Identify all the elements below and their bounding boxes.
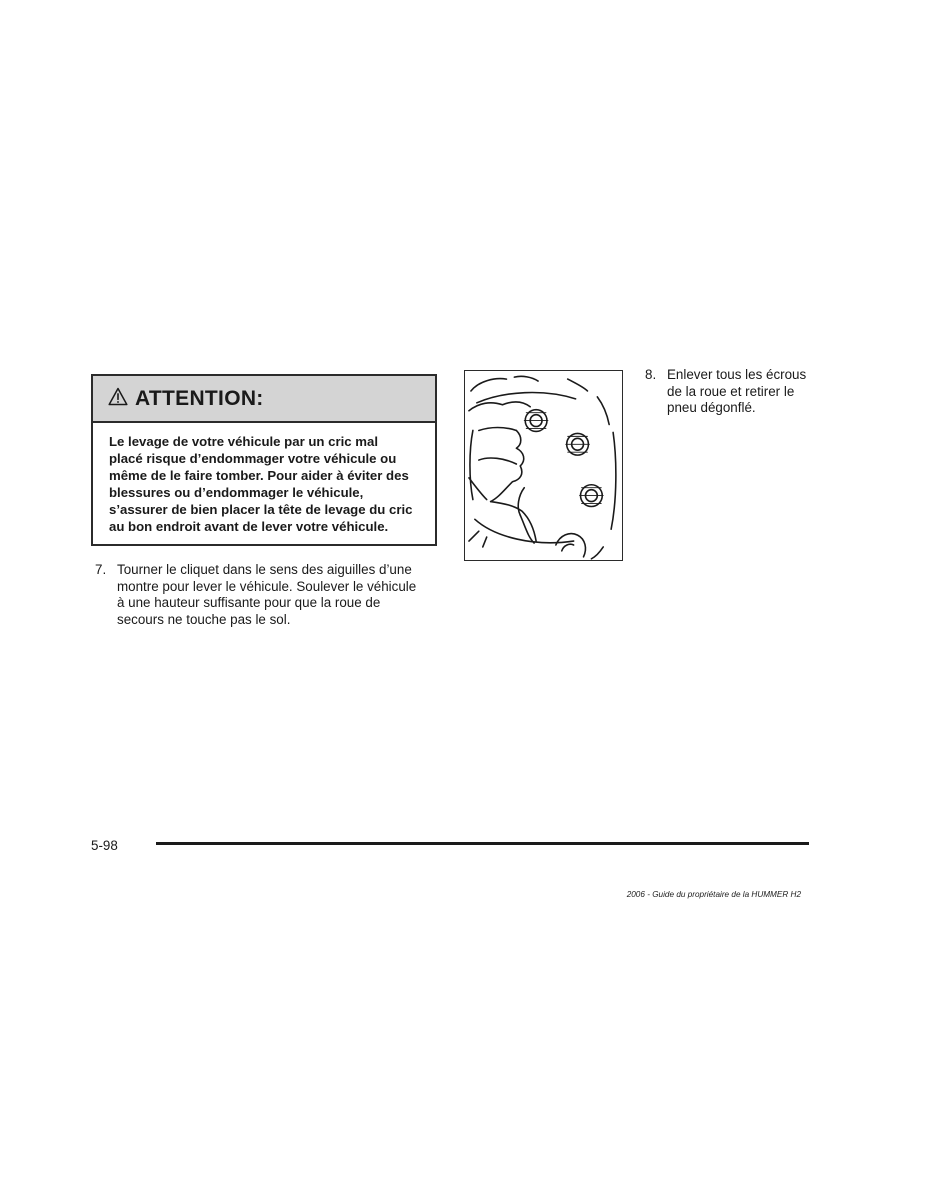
guide-title: 2006 - Guide du propriétaire de la HUMMER H2 [626,890,801,899]
step-text: Enlever tous les écrous de la roue et retirer le pneu dégonflé. [667,367,807,416]
step-number: 7. [95,562,107,577]
step-number: 8. [645,367,657,382]
caution-box [91,374,437,546]
wheel-lug-nut-illustration [464,370,623,561]
caution-title: ATTENTION: [135,386,264,410]
step-8 [645,367,825,417]
footer-rule [156,842,809,845]
caution-header [93,376,435,423]
warning-triangle-icon [108,387,135,411]
caution-body: Le levage de votre véhicule par un cric mal placé risque d’endommager votre véhicule ou même de le faire tomber. Pour aider à éviter des blessures ou d’endommager le véhicule, s’assurer de bien placer la tête de levage du cric au bon endroit avant de lever votre véhicule. [109,434,413,534]
page-number: 5-98 [91,838,118,853]
step-7 [95,562,440,628]
step-text: Tourner le cliquet dans le sens des aiguilles d’une montre pour lever le véhicule. Soulever le véhicule à une hauteur suffisante pour que la roue de secours ne touche pas le sol. [117,562,417,627]
